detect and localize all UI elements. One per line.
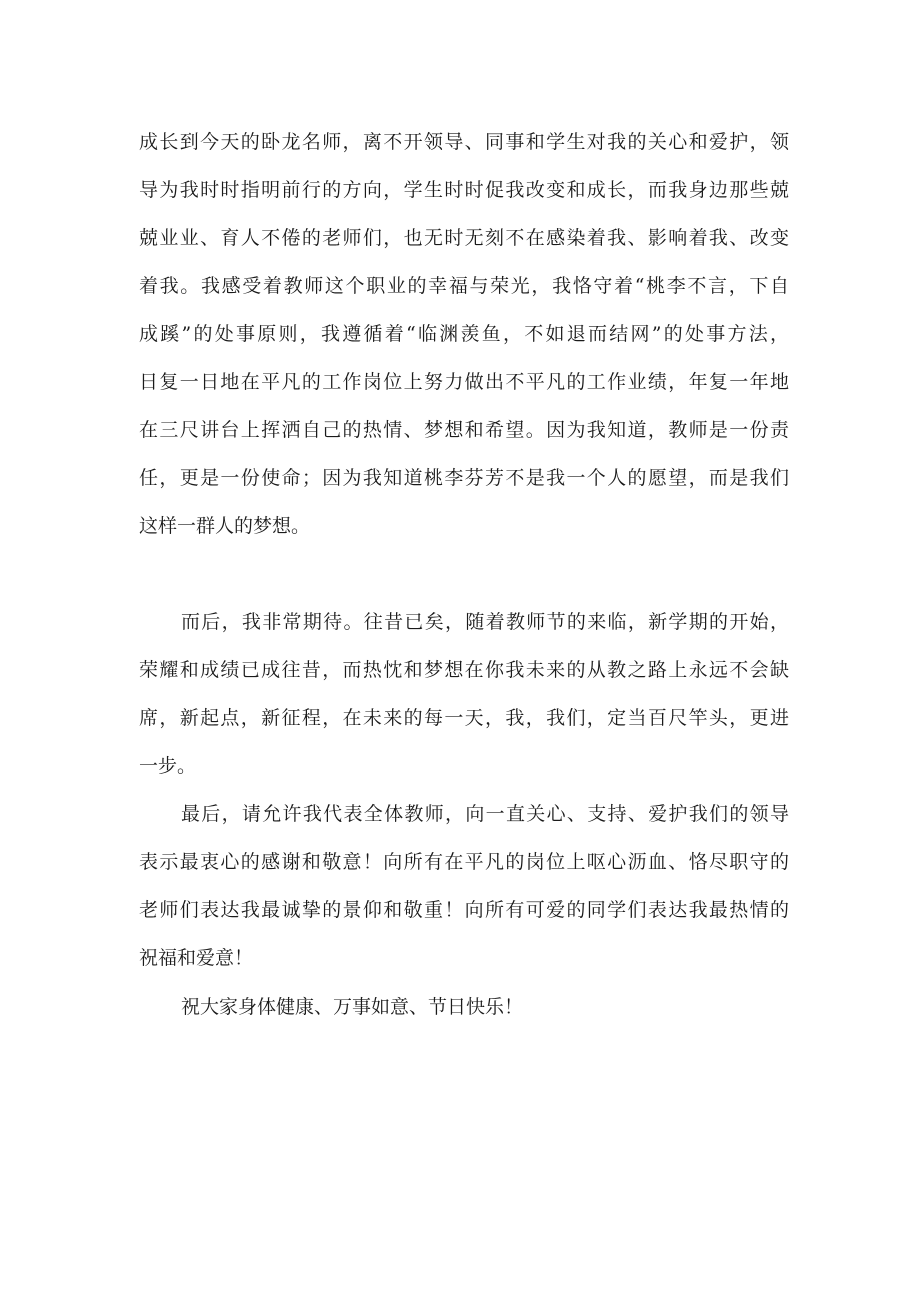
paragraph-2 xyxy=(139,598,789,790)
text-line: 兢业业、育人不倦的老师们，也无时无刻不在感染着我、影响着我、改变 xyxy=(139,227,789,249)
text-line: 日复一日地在平凡的工作岗位上努力做出不平凡的工作业绩，年复一年地 xyxy=(139,371,789,393)
text-line: 表示最衷心的感谢和敬意！向所有在平凡的岗位上呕心沥血、恪尽职守的 xyxy=(139,851,789,873)
text-line: 而后，我非常期待。往昔已矣，随着教师节的来临，新学期的开始， xyxy=(181,611,789,633)
paragraph-1 xyxy=(139,118,789,550)
text-line: 祝福和爱意！ xyxy=(139,947,254,969)
text-line: 祝大家身体健康、万事如意、节日快乐！ xyxy=(181,996,524,1018)
text-line: 导为我时时指明前行的方向，学生时时促我改变和成长，而我身边那些兢 xyxy=(139,179,789,201)
paragraph-3 xyxy=(139,790,789,982)
text-line: 老师们表达我最诚挚的景仰和敬重！向所有可爱的同学们表达我最热情的 xyxy=(139,899,789,921)
paragraph-4 xyxy=(139,983,789,1031)
text-line: 成长到今天的卧龙名师，离不开领导、同事和学生对我的关心和爱护，领 xyxy=(139,131,789,153)
text-line: 这样一群人的梦想。 xyxy=(139,515,311,537)
text-line: 成蹊”的处事原则，我遵循着“临渊羡鱼，不如退而结网”的处事方法， xyxy=(139,323,789,345)
text-line: 任，更是一份使命；因为我知道桃李芬芳不是我一个人的愿望，而是我们 xyxy=(139,467,789,489)
text-line: 荣耀和成绩已成往昔，而热忱和梦想在你我未来的从教之路上永远不会缺 xyxy=(139,659,789,681)
text-line: 着我。我感受着教师这个职业的幸福与荣光，我恪守着“桃李不言，下自 xyxy=(139,275,789,297)
text-line: 一步。 xyxy=(139,755,197,777)
text-line: 席，新起点，新征程，在未来的每一天，我，我们，定当百尺竿头，更进 xyxy=(139,707,789,729)
text-line: 在三尺讲台上挥洒自己的热情、梦想和希望。因为我知道，教师是一份责 xyxy=(139,419,789,441)
text-line: 最后，请允许我代表全体教师，向一直关心、支持、爱护我们的领导 xyxy=(181,803,789,825)
